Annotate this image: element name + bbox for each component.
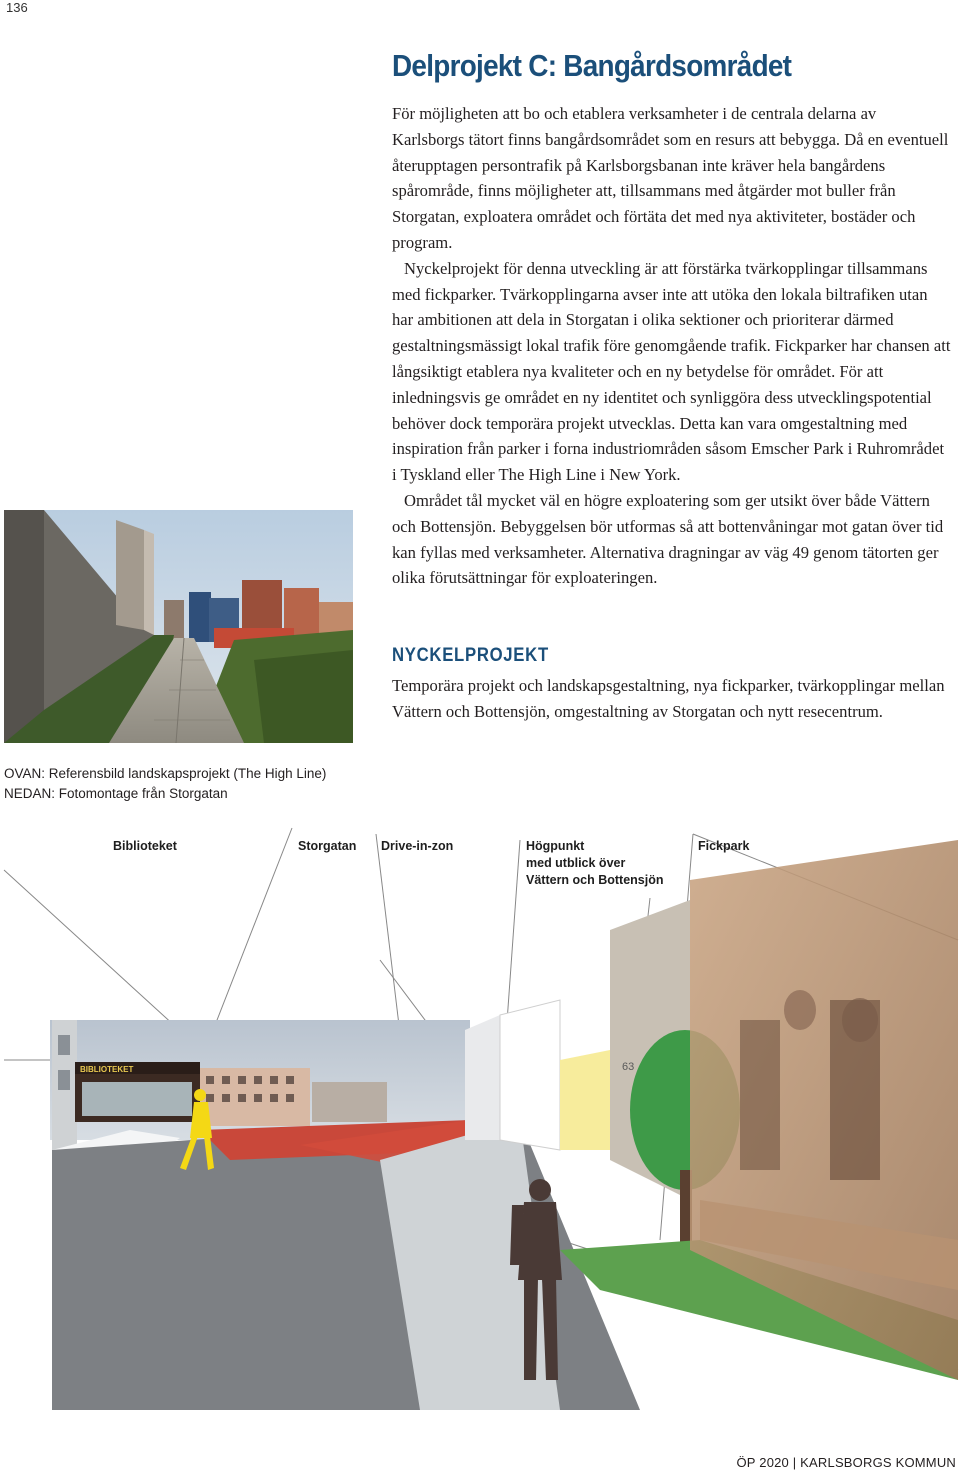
paragraph-1: För möjligheten att bo och etablera verksamheter i de centrala delarna av Karlsborgs tätort finns bangårdsområdet som en resurs att bebygga. Då en eventuell återupptagen persontrafik på Karlsborgsbanan inte kräver hela bangårdens spårområde, finns möjligheter att, tillsammans med åtgärder mot buller från Storgatan, exploatera området och förtäta det med nya aktiviteter, bostäder och program. [392,104,949,252]
section-heading: NYCKELPROJEKT [392,645,549,666]
library-sign: BIBLIOTEKET [80,1065,134,1074]
section-text: Temporära projekt och landskapsgestaltning, nya fickparker, tvärkopplingar mellan Vättern och Bottensjön, omgestaltning av Storgatan och nytt resecentrum. [392,676,945,721]
paragraph-2: Nyckelprojekt för denna utveckling är att förstärka tvärkopplingar tillsammans med fickparker. Tvärkopplingarna avser inte att utöka den lokala biltrafiken utan har ambitionen att dela in Storgatan i olika sektioner och prioriterar därmed gestaltningsmässigt lokal trafik före genomgående trafik. Fickparker har chansen att långsiktigt etablera nya kvaliteter och en ny betydelse för området. För att inledningsvis ge området en ny identitet och synliggöra dess utvecklingspotential behöver dock temporära projekt utvecklas. Detta kan vara omgestaltning med inspiration från parker i forna industriområden såsom Emscher Park i Ruhrområdet i Tyskland eller The High Line i New York. [392,258,951,485]
body-text [392,101,952,591]
label-fickpark: Fickpark [698,839,750,853]
label-biblioteket: Biblioteket [113,839,177,853]
storgatan-photomontage [0,820,960,1410]
route-number: 63 [622,1061,635,1073]
page-footer: ÖP 2020 | KARLSBORGS KOMMUN [736,1455,956,1470]
caption-line-2: NEDAN: Fotomontage från Storgatan [4,786,228,801]
page-number: 136 [6,0,28,15]
page-title: Delprojekt C: Bangårdsområdet [392,48,792,83]
high-line-photo [4,510,353,743]
caption-line-1: OVAN: Referensbild landskapsprojekt (The High Line) [4,766,327,781]
label-storgatan: Storgatan [298,839,357,853]
label-drive-in-zon: Drive-in-zon [381,839,454,853]
paragraph-3: Området tål mycket väl en högre exploatering som ger utsikt över både Vättern och Bottensjön. Bebyggelsen bör utformas så att bottenvåningar mot gatan över tid kan fyllas med verksamheter. Alternativa dragningar av väg 49 genom tätorten ger olika förutsättningar för exploateringen. [392,490,944,588]
label-utblick: med utblick över [526,856,626,870]
label-hogpunkt: Högpunkt [526,839,585,853]
label-vattern-bottensjon: Vättern och Bottensjön [526,873,664,887]
photo-caption [4,764,326,804]
